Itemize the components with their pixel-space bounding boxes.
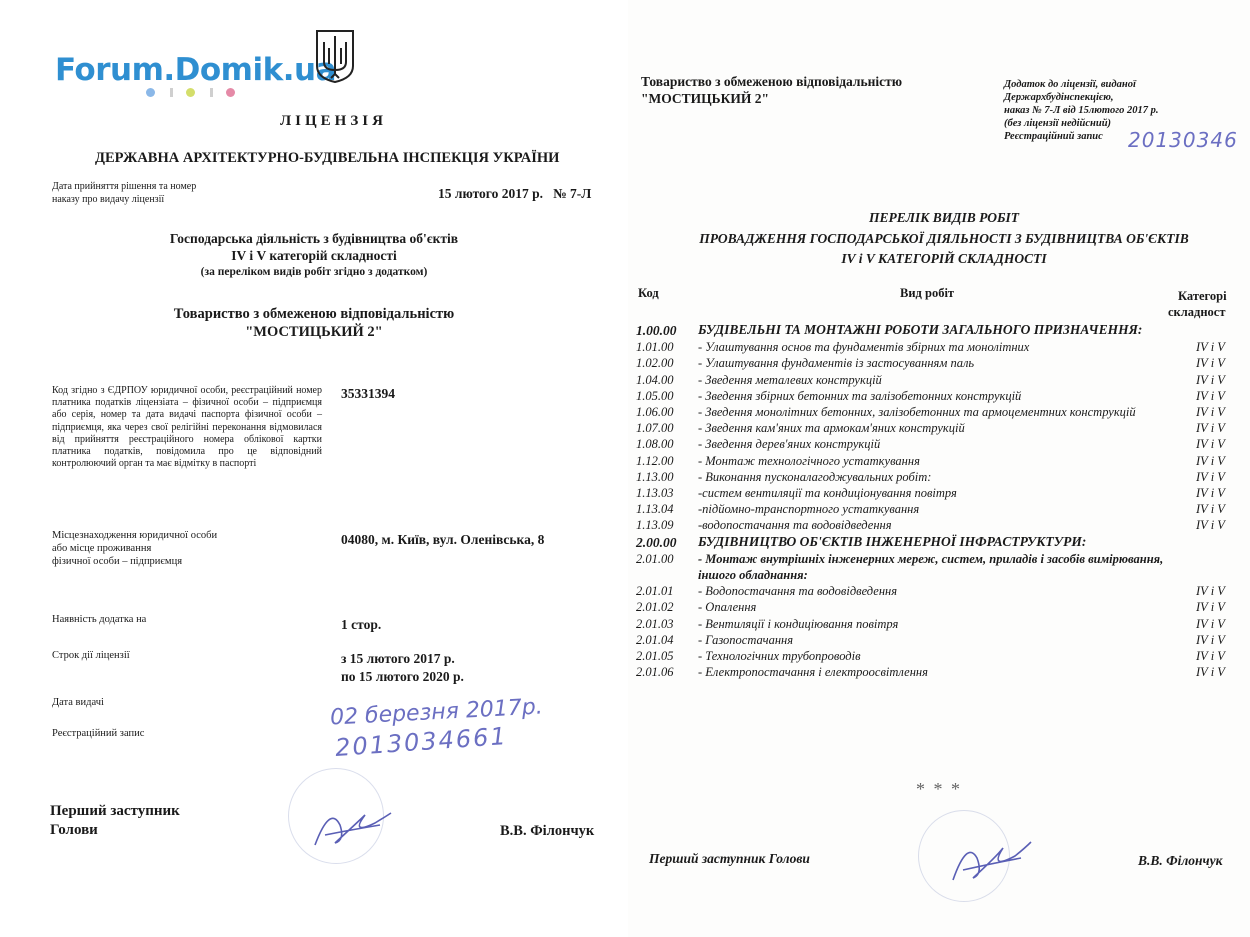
work-name: - Улаштування фундаментів із застосуванням паль [698,356,975,371]
work-category: IV і V [1196,632,1225,647]
work-name: - Виконання пусконалагоджувальних робіт: [698,469,932,484]
works-row [636,388,1236,404]
work-name: - Зведення металевих конструкцій [698,372,882,387]
work-name: - Водопостачання та водовідведення [698,584,898,599]
column-code-header: Код [638,286,659,300]
edrpou-value: 35331394 [341,386,395,401]
work-name: - Улаштування основ та фундаментів збірних та монолітних [698,340,1030,355]
work-code: 1.08.00 [636,437,674,452]
work-code: 1.05.00 [636,388,674,403]
location-label-3: фізичної особи – підприємця [52,556,183,567]
work-code: 2.01.04 [636,632,674,647]
watermark-logo: Forum.Domik.ua [55,52,336,88]
signer-name: В.В. Філончук [500,823,595,839]
list-title-3: IV і V КАТЕГОРІЙ СКЛАДНОСТІ [841,251,1047,266]
blue-dot-icon [146,88,155,97]
works-row [636,420,1236,436]
works-row [636,632,1236,648]
annex-signer-name: В.В. Філончук [1138,853,1223,868]
works-row [636,583,1236,599]
annex-signatory: Перший заступник Голови [649,851,810,866]
validity-to: по 15 лютого 2020 р. [341,669,464,684]
work-code: 1.02.00 [636,356,674,371]
work-category: IV і V [1196,616,1225,631]
work-code: 1.13.04 [636,502,674,517]
work-category: IV і V [1196,486,1225,501]
appendix-value: 1 стор. [341,617,382,632]
register-label: Реєстраційний запис [52,728,145,739]
works-row [636,453,1236,469]
works-row [636,355,1236,371]
work-name: - Зведення збірних бетонних та залізобетонних конструкцій [698,388,1022,403]
work-name: - Зведення дерев'яних конструкцій [698,437,881,452]
works-row [636,339,1236,355]
work-name: - Вентиляції і кондиціювання повітря [698,616,899,631]
annex-signature-icon [945,828,1035,888]
work-category: IV і V [1196,518,1225,533]
work-category: IV і V [1196,649,1225,664]
work-code: 1.00.00 [636,323,677,338]
validity-label: Строк дії ліцензії [52,650,130,661]
license-title: ЛІЦЕНЗІЯ [280,113,387,129]
column-work-header: Вид робіт [900,286,955,300]
register-handwritten: 2013034661 [334,722,509,762]
work-category: IV і V [1196,421,1225,436]
issue-date-label: Дата видачі [52,697,104,708]
work-category: IV і V [1196,437,1225,452]
work-name: -систем вентиляції та кондиціонування повітря [698,486,957,501]
work-name: -підйомно-транспортного устаткування [698,502,920,517]
work-name: - Монтаж технологічного устаткування [698,453,920,468]
work-name: - Технологічних трубопроводів [698,649,861,664]
work-category: IV і V [1196,340,1225,355]
work-name: - Газопостачання [698,632,794,647]
work-category: IV і V [1196,372,1225,387]
signatory-line-2: Голови [50,822,98,838]
list-title-2: ПРОВАДЖЕННЯ ГОСПОДАРСЬКОЇ ДІЯЛЬНОСТІ З БУДІВНИЦТВА ОБ'ЄКТІВ [699,231,1189,246]
location-value: 04080, м. Київ, вул. Оленівська, 8 [341,532,545,547]
activity-line-2: IV і V категорій складності [231,248,397,263]
work-code: 2.01.06 [636,665,674,680]
separator-icon [210,88,213,97]
ukraine-trident-emblem-icon [314,28,356,84]
company-name-2: "МОСТИЦЬКИЙ 2" [245,324,383,340]
works-row [636,469,1236,485]
work-name: - Зведення монолітних бетонних, залізобетонних та армоцементних конструкцій [698,405,1136,420]
work-category: IV і V [1196,388,1225,403]
work-code: 1.13.00 [636,469,674,484]
appendix-label: Наявність додатка на [52,614,147,625]
annex-note-3: наказ № 7-Л від 15лютого 2017 р. [1004,105,1159,116]
work-code: 1.01.00 [636,340,674,355]
work-code: 2.01.05 [636,649,674,664]
works-row [636,616,1236,632]
work-category: IV і V [1196,405,1225,420]
work-category: IV і V [1196,584,1225,599]
works-row [636,664,1236,680]
company-name-1: Товариство з обмеженою відповідальністю [173,306,455,322]
work-category: IV і V [1196,502,1225,517]
work-category: IV і V [1196,665,1225,680]
work-name: - Опалення [698,600,757,615]
pink-dot-icon [226,88,235,97]
work-code: 2.01.02 [636,600,674,615]
works-row [636,517,1236,533]
works-row [636,534,1236,551]
activity-line-1: Господарська діяльність з будівництва об'єктів [169,231,459,246]
signatory-line-1: Перший заступник [50,803,180,819]
column-category-header-1: Категорі [1178,289,1227,303]
work-name: -водопостачання та водовідведення [698,518,892,533]
work-name: БУДІВНИЦТВО ОБ'ЄКТІВ ІНЖЕНЕРНОЇ ІНФРАСТРУКТУРИ: [698,533,1087,549]
list-title-1: ПЕРЕЛІК ВИДІВ РОБІТ [868,210,1020,225]
work-category [1190,534,1236,551]
works-row [636,436,1236,452]
work-category: IV і V [1196,600,1225,615]
annex-note-5: Реєстраційний запис [1004,131,1103,142]
work-category [1190,322,1236,339]
work-code: 1.07.00 [636,421,674,436]
annex-company-1: Товариство з обмеженою відповідальністю [641,74,903,89]
edrpou-label: Код згідно з ЄДРПОУ юридичної особи, реєстраційний номер платника податків ліцензіата – фізичної особи – підприємця або серія, номер та дата видачі паспорта фізичної особи – підприємця, яка через свої релігійні переконання відмовилася від прийняття реєстраційного номера облікової картки платника податків, повідомила про це відповідний контролюючий орган та має відмітку в паспорті [52,385,322,470]
works-row [636,322,1236,339]
works-row [636,372,1236,388]
annex-note-4: (без ліцензії недійсний) [1004,118,1112,129]
decision-label-1: Дата прийняття рішення та номер [52,181,197,192]
decision-value: 15 лютого 2017 р. № 7-Л [438,186,592,201]
work-name: - Електропостачання і електроосвітлення [698,665,928,680]
stars-separator: * * * [916,779,962,799]
works-row [636,485,1236,501]
work-name: - Зведення кам'яних та армокам'яних конструкцій [698,421,965,436]
annex-company-2: "МОСТИЦЬКИЙ 2" [641,91,769,106]
annex-note-1: Додаток до ліцензії, виданої [1004,79,1136,90]
activity-line-3: (за переліком видів робіт згідно з додатком) [200,266,428,278]
annex-register-handwritten: 20130346 [1128,128,1238,152]
works-table [636,322,1236,680]
work-code: 2.00.00 [636,534,677,550]
issue-date-handwritten: 02 березня 2017р. [329,694,544,731]
works-row [636,501,1236,517]
works-row [636,648,1236,664]
work-name: БУДІВЕЛЬНІ ТА МОНТАЖНІ РОБОТИ ЗАГАЛЬНОГО ПРИЗНАЧЕННЯ: [698,322,1143,337]
location-label-1: Місцезнаходження юридичної особи [52,530,218,541]
annex-note-2: Держархбудінспекцією, [1004,92,1114,103]
work-code: 2.01.03 [636,616,674,631]
decision-label-2: наказу про видачу ліцензії [52,194,165,205]
work-code: 2.01.00 [636,551,674,566]
work-code: 1.04.00 [636,372,674,387]
yellow-dot-icon [186,88,195,97]
works-row [636,599,1236,615]
location-label-2: або місце проживання [52,543,152,554]
issuer-name: ДЕРЖАВНА АРХІТЕКТУРНО-БУДІВЕЛЬНА ІНСПЕКЦІЯ УКРАЇНИ [95,150,560,166]
work-code: 2.01.01 [636,584,674,599]
validity-from: з 15 лютого 2017 р. [341,651,455,666]
work-category: IV і V [1196,453,1225,468]
work-category [1190,551,1236,583]
signature-icon [305,795,395,855]
works-row [636,404,1236,420]
work-category: IV і V [1196,469,1225,484]
work-code: 1.06.00 [636,405,674,420]
column-category-header-2: складност [1168,305,1226,319]
work-category: IV і V [1196,356,1225,371]
works-row [636,551,1236,583]
work-name: - Монтаж внутрішніх інженерних мереж, систем, приладів і засобів вимірювання, іншого обладнання: [698,551,1164,583]
separator-icon [170,88,173,97]
work-code: 1.13.03 [636,486,674,501]
work-code: 1.13.09 [636,518,674,533]
work-code: 1.12.00 [636,453,674,468]
